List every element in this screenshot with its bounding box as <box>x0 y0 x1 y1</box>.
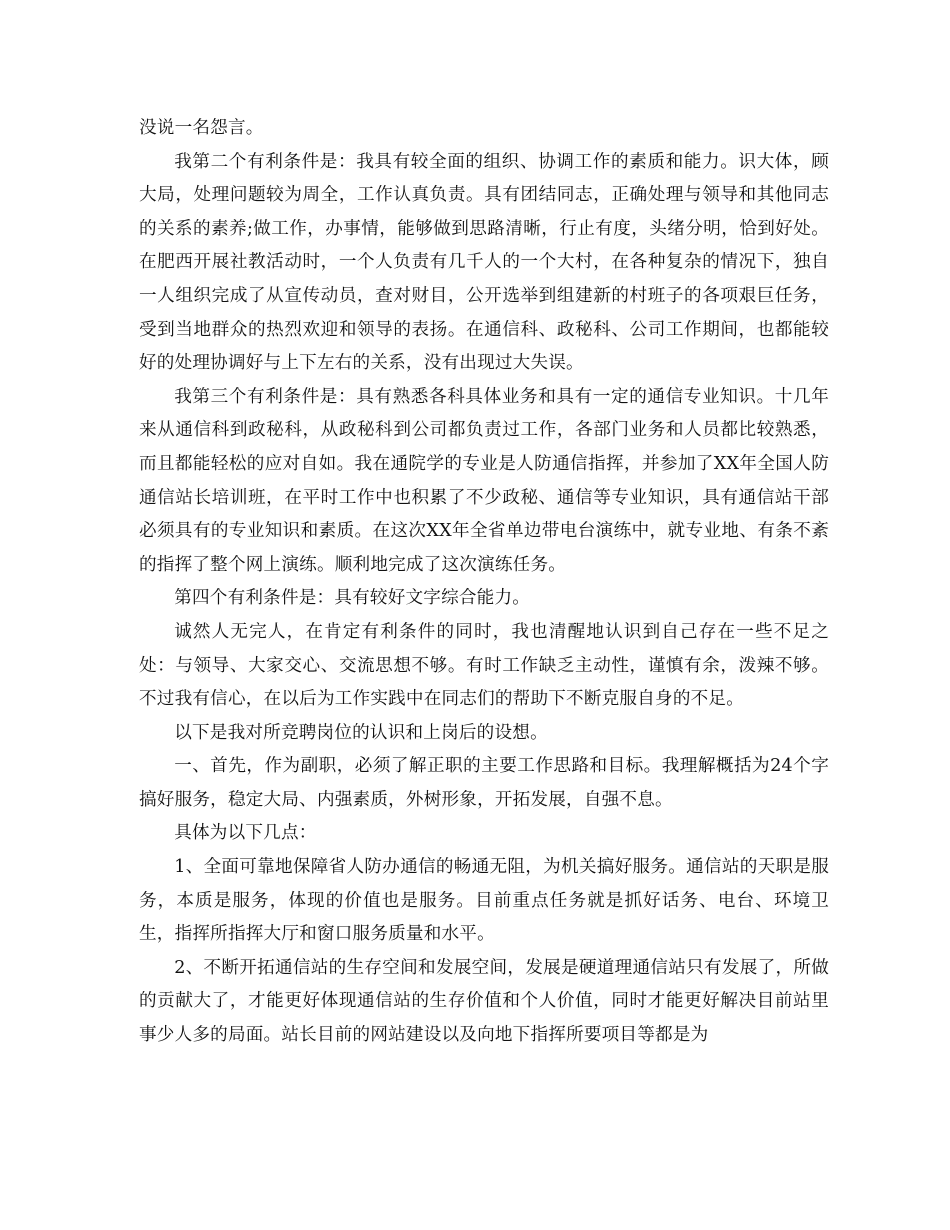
paragraph-10: 2、不断开拓通信站的生存空间和发展空间，发展是硬道理通信站只有发展了，所做的贡献大了，才能更好体现通信站的生存价值和个人价值，同时才能更好解决目前站里事少人多的局面。站长目前的网站建设以及向地下指挥所要项目等都是为 <box>139 957 829 1046</box>
paragraph-7: 一、首先，作为副职，必须了解正职的主要工作思路和目标。我理解概括为24个字搞好服务，稳定大局、内强素质，外树形象，开拓发展，自强不息。 <box>139 756 829 810</box>
paragraph-6: 以下是我对所竞聘岗位的认识和上岗后的设想。 <box>174 722 548 743</box>
paragraph-2: 我第二个有利条件是：我具有较全面的组织、协调工作的素质和能力。识大体，顾大局，处理问题较为周全，工作认真负责。具有团结同志，正确处理与领导和其他同志的关系的素养;做工作，办事情，能够做到思路清晰，行止有度，头绪分明，恰到好处。在肥西开展社教活动时，一个人负责有几千人的一个大村，在各种复杂的情况下，独自一人组织完成了从宣传动员，查对财目，公开选举到组建新的村班子的各项艰巨任务，受到当地群众的热烈欢迎和领导的表扬。在通信科、政秘科、公司工作期间，也都能较好的处理协调好与上下左右的关系，没有出现过大失误。 <box>139 151 829 374</box>
paragraph-5: 诚然人无完人，在肯定有利条件的同时，我也清醒地认识到自己存在一些不足之处：与领导、大家交心、交流思想不够。有时工作缺乏主动性，谨慎有余，泼辣不够。不过我有信心，在以后为工作实践中在同志们的帮助下不断克服自身的不足。 <box>139 621 829 710</box>
paragraph-9: 1、全面可靠地保障省人防办通信的畅通无阻，为机关搞好服务。通信站的天职是服务，本质是服务，体现的价值也是服务。目前重点任务就是抓好话务、电台、环境卫生，指挥所指挥大厅和窗口服务质量和水平。 <box>139 857 829 945</box>
paragraph-3: 我第三个有利条件是：具有熟悉各科具体业务和具有一定的通信专业知识。十几年来从通信科到政秘科，从政秘科到公司都负责过工作，各部门业务和人员都比较熟悉，而且都能轻松的应对自如。我在通院学的专业是人防通信指挥，并参加了XX年全国人防通信站长培训班，在平时工作中也积累了不少政秘、通信等专业知识，具有通信站干部必须具有的专业知识和素质。在这次XX年全省单边带电台演练中，就专业地、有条不紊的指挥了整个网上演练。顺利地完成了这次演练任务。 <box>139 386 829 575</box>
paragraph-4: 第四个有利条件是：具有较好文字综合能力。 <box>174 588 531 609</box>
paragraph-8: 具体为以下几点： <box>174 823 317 844</box>
document-body <box>139 112 829 1053</box>
paragraph-1: 没说一名怨言。 <box>139 118 264 138</box>
